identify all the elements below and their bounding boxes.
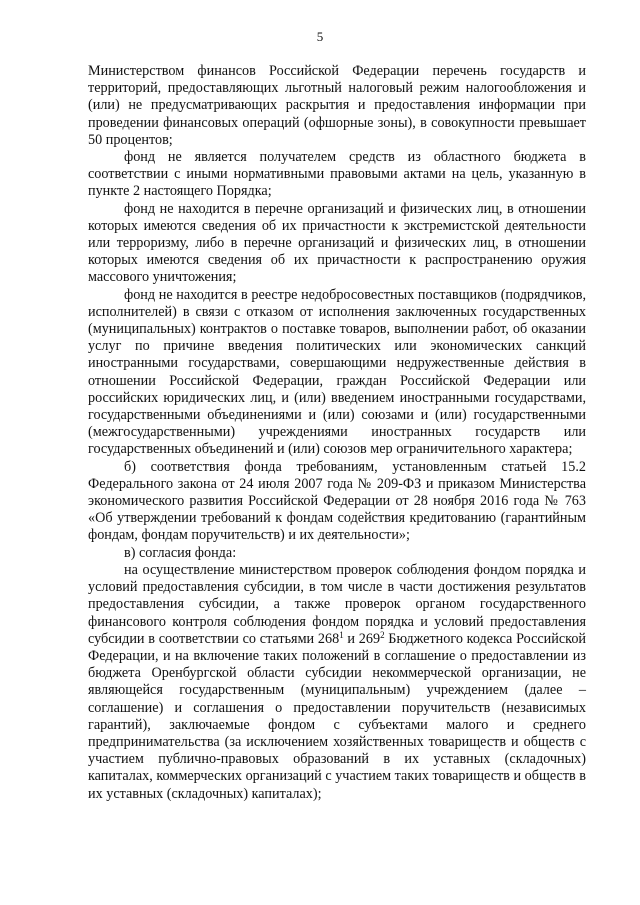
paragraph-item-b: б) соответствия фонда требованиям, установленным статьей 15.2 Федерального закона от 24 июля 2007 года № 209-ФЗ и приказом Министерства экономического развития Российской Федерации от 28 ноября 2016 года № 763 «Об утверждении требований к фондам содействия кредитованию (гарантийным фондам, фондам поручительств) и их деятельности»;: [88, 458, 586, 544]
paragraph-item-v: в) согласия фонда:: [124, 544, 237, 561]
paragraph-fund-not-in-unfair-suppliers-registry: фонд не находится в реестре недобросовестных поставщиков (подрядчиков, исполнителей) в связи с отказом от исполнения заключенных государственных (муниципальных) контрактов о поставке товаров, выполнении работ, об оказании услуг по причине введения политических или экономических санкций иностранными государствами, совершающими недружественные действия в отношении Российской Федерации, граждан Российской Федерации или российских юридических лиц, и (или) введением иностранными государствами, государственными объединениями и (или) союзами и (или) государственными (межгосударственными) учреждениями иностранных государств или государственных объединений и (или) союзов мер ограничительного характера;: [88, 286, 586, 458]
article-superscript-2: 2: [380, 629, 385, 640]
consent-text-part-3: Бюджетного кодекса Российской Федерации, и на включение таких положений в соглашение о предоставлении из бюджета Оренбургской области субсидии некоммерческой организации, не являющейся государственным (муниципальным) учреждением (далее – соглашение) и соглашения о предоставлении поручительств (независимых гарантий), заключаемые фондом с субъектами малого и среднего предпринимательства (за исключением хозяйственных товариществ и обществ с участием публично-правовых образований в их уставных (складочных) капиталах, коммерческих организаций с участием таких товариществ и обществ в их уставных (складочных) капиталах);: [88, 630, 587, 802]
paragraph-fund-not-in-extremism-list: фонд не находится в перечне организаций и физических лиц, в отношении которых имеются сведения об их причастности к экстремистской деятельности или терроризму, либо в перечне организаций и физических лиц, в отношении которых имеются сведения об их причастности к распространению оружия массового уничтожения;: [88, 200, 586, 286]
page-number: 5: [316, 29, 324, 44]
document-body: [88, 63, 586, 803]
article-superscript-1: 1: [339, 629, 344, 640]
paragraph-consent-to-checks: [88, 562, 586, 803]
paragraph-fund-not-recipient: фонд не является получателем средств из областного бюджета в соответствии с иными нормативными правовыми актами на цель, указанную в пункте 2 настоящего Порядка;: [88, 149, 586, 200]
consent-text-part-2: и 269: [343, 630, 381, 647]
consent-text-part-1: на осуществление министерством проверок соблюдения фондом порядка и условий предоставления субсидии, в том числе в части достижения результатов предоставления субсидии, а также проверок органом государственного финансового контроля соблюдения фондом порядка и условий предоставления субсидии в соответствии со статьями 268: [88, 561, 586, 647]
paragraph-continuation: Министерством финансов Российской Федерации перечень государств и территорий, предоставляющих льготный налоговый режим налогообложения и (или) не предусматривающих раскрытия и предоставления информации при проведении финансовых операций (офшорные зоны), в совокупности превышает 50 процентов;: [88, 63, 586, 148]
